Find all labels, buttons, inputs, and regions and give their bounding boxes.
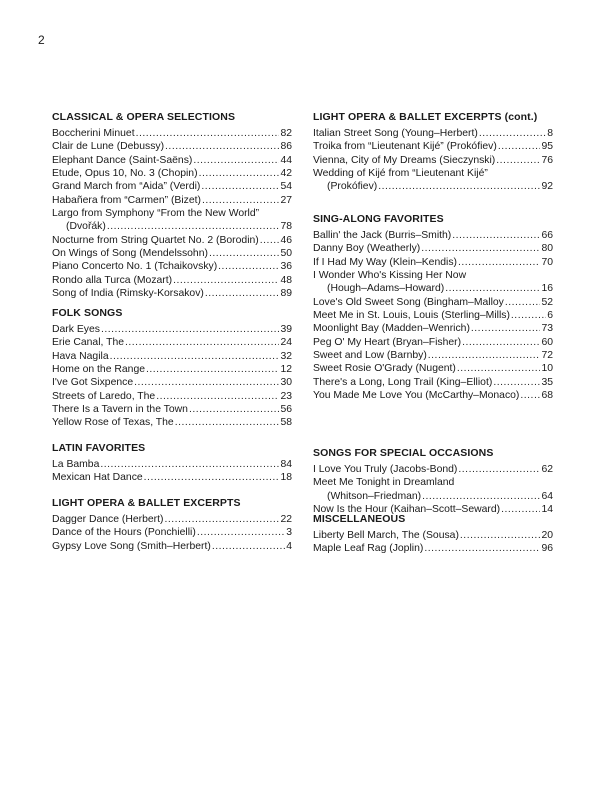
entry-page-number: 44 (280, 154, 292, 166)
entry-title: Dark Eyes (52, 324, 100, 335)
entry-title: Boccherini Minuet (52, 128, 135, 139)
entry-title: (Whitson–Friedman) (327, 490, 422, 502)
entry-page-number: 10 (541, 363, 553, 375)
entry-title: Vienna, City of My Dreams (Sieczynski) (313, 154, 496, 166)
dot-leader (428, 349, 541, 362)
toc-section (313, 213, 553, 402)
toc-entry[interactable] (52, 207, 292, 234)
toc-entry[interactable] (52, 363, 292, 376)
entry-title: Ballin' the Jack (Burris–Smith) (313, 230, 452, 241)
dot-leader (201, 180, 279, 193)
toc-entry[interactable] (52, 274, 292, 287)
dot-leader (479, 127, 546, 140)
entry-page-number: 70 (541, 256, 553, 268)
toc-entry[interactable] (313, 529, 553, 542)
toc-entry[interactable] (313, 269, 553, 296)
dot-leader (458, 256, 540, 269)
entry-title: Erie Canal, The (52, 337, 125, 349)
entry-page-number: 8 (547, 128, 553, 139)
entry-page-number: 36 (280, 261, 292, 273)
toc-entry[interactable] (313, 463, 553, 476)
entry-title: (Prokófiev) (327, 181, 378, 193)
entry-title: Yellow Rose of Texas, The (52, 417, 174, 429)
dot-leader (165, 140, 279, 153)
dot-leader (505, 296, 541, 309)
section-heading: CLASSICAL & OPERA SELECTIONS (52, 111, 236, 123)
entry-title: Nocturne from String Quartet No. 2 (Borodin) (52, 234, 259, 246)
toc-entry[interactable] (52, 140, 292, 153)
entry-title: There Is a Tavern in the Town (52, 404, 188, 416)
entry-page-number: 73 (541, 323, 553, 335)
toc-entry[interactable] (313, 389, 553, 402)
dot-leader (378, 180, 540, 193)
entry-page-number: 60 (541, 336, 553, 348)
toc-entry[interactable] (52, 471, 292, 484)
entry-page-number: 89 (280, 288, 292, 300)
entry-title: Sweet and Low (Barnby) (313, 350, 427, 362)
dot-leader (175, 416, 280, 429)
toc-entry[interactable] (52, 390, 292, 403)
entry-page-number: 78 (280, 221, 292, 233)
dot-leader (445, 282, 540, 295)
entry-page-number: 66 (541, 230, 553, 241)
toc-section (52, 307, 292, 430)
toc-entry[interactable] (313, 167, 553, 194)
toc-entry[interactable] (52, 336, 292, 349)
entry-title: Now Is the Hour (Kaihan–Scott–Seward) (313, 504, 501, 516)
toc-entry[interactable] (313, 322, 553, 335)
dot-leader (421, 242, 540, 255)
entry-title: There's a Long, Long Trail (King–Elliot) (313, 376, 493, 388)
dot-leader (202, 194, 279, 207)
dot-leader (205, 287, 280, 300)
entry-title: Meet Me Tonight in Dreamland (313, 477, 455, 489)
dot-leader (422, 490, 540, 503)
section-heading: LATIN FAVORITES (52, 442, 146, 454)
entry-title: Wedding of Kijé from “Lieutenant Kijé” (313, 168, 488, 180)
dot-leader (199, 167, 280, 180)
entry-page-number: 6 (547, 310, 553, 322)
entry-page-number: 50 (280, 248, 292, 260)
entry-page-number: 72 (541, 350, 553, 362)
dot-leader (193, 154, 279, 167)
section-heading: LIGHT OPERA & BALLET EXCERPTS (cont.) (313, 111, 538, 123)
entry-title: Hava Nagila (52, 350, 109, 362)
entry-title: Gypsy Love Song (Smith–Herbert) (52, 540, 211, 552)
dot-leader (100, 458, 279, 471)
entry-page-number: 86 (280, 141, 292, 153)
entry-page-number: 58 (280, 417, 292, 429)
entry-title: Largo from Symphony “From the New World” (52, 208, 260, 220)
dot-leader (457, 362, 541, 375)
entry-title: I Love You Truly (Jacobs-Bond) (313, 464, 458, 475)
entry-title: Troika from “Lieutenant Kijé” (Prokófiev) (313, 141, 497, 153)
entry-page-number: 23 (280, 390, 292, 402)
entry-page-number: 22 (280, 514, 292, 525)
section-heading: FOLK SONGS (52, 307, 123, 319)
entry-title: On Wings of Song (Mendelssohn) (52, 248, 208, 260)
entry-title: La Bamba (52, 459, 100, 470)
dot-leader (209, 247, 280, 260)
entry-title: Piano Concerto No. 1 (Tchaikovsky) (52, 261, 218, 273)
entry-page-number: 52 (541, 296, 553, 308)
entry-page-number: 24 (280, 337, 292, 349)
toc-entry[interactable] (52, 376, 292, 389)
entry-page-number: 32 (280, 350, 292, 362)
entry-title: Elephant Dance (Saint-Saëns) (52, 154, 193, 166)
page-number: 2 (38, 33, 45, 47)
dot-leader (197, 526, 285, 539)
dot-leader (136, 127, 280, 140)
entry-page-number: 12 (280, 364, 292, 376)
entry-page-number: 27 (280, 194, 292, 206)
entry-page-number: 18 (280, 472, 292, 484)
entry-title: Mexican Hat Dance (52, 472, 143, 484)
toc-entry[interactable] (52, 350, 292, 363)
toc-entry[interactable] (52, 458, 292, 471)
entry-title: You Made Me Love You (McCarthy–Monaco) (313, 390, 520, 402)
entry-page-number: 16 (541, 283, 553, 295)
toc-entry[interactable] (313, 376, 553, 389)
dot-leader (110, 350, 280, 363)
toc-entry[interactable] (52, 127, 292, 140)
entry-title: Meet Me in St. Louis, Louis (Sterling–Mills) (313, 310, 510, 322)
toc-section (52, 497, 292, 553)
entry-title: Moonlight Bay (Madden–Wenrich) (313, 323, 470, 335)
section-heading: SING-ALONG FAVORITES (313, 213, 444, 225)
entry-title: (Dvořák) (66, 221, 106, 233)
dot-leader (496, 154, 540, 167)
entry-page-number: 35 (541, 376, 553, 388)
entry-page-number: 4 (286, 540, 292, 552)
dot-leader (462, 336, 540, 349)
toc-entry[interactable] (52, 540, 292, 553)
toc-section (52, 442, 292, 485)
dot-leader (164, 513, 279, 526)
entry-page-number: 14 (541, 504, 553, 516)
dot-leader (471, 322, 541, 335)
dot-leader (107, 220, 280, 233)
toc-entry[interactable] (52, 234, 292, 247)
dot-leader (156, 390, 279, 403)
entry-page-number: 80 (541, 243, 553, 255)
entry-title: Dance of the Hours (Ponchielli) (52, 527, 196, 539)
dot-leader (493, 376, 540, 389)
toc-entry[interactable] (52, 154, 292, 167)
entry-page-number: 42 (280, 168, 292, 180)
entry-title: If I Had My Way (Klein–Kendis) (313, 256, 457, 268)
toc-entry[interactable] (52, 260, 292, 273)
toc-entry[interactable] (52, 513, 292, 526)
entry-title: Streets of Laredo, The (52, 390, 156, 402)
toc-entry[interactable] (52, 180, 292, 193)
toc-section (52, 111, 292, 300)
section-heading: LIGHT OPERA & BALLET EXCERPTS (52, 497, 241, 509)
toc-entry[interactable] (313, 140, 553, 153)
dot-leader (511, 309, 546, 322)
entry-title: Maple Leaf Rag (Joplin) (313, 543, 424, 555)
dot-leader (144, 471, 280, 484)
entry-page-number: 56 (280, 404, 292, 416)
dot-leader (260, 234, 280, 247)
dot-leader (125, 336, 279, 349)
entry-title: Italian Street Song (Young–Herbert) (313, 128, 478, 139)
entry-page-number: 39 (280, 324, 292, 335)
dot-leader (134, 376, 279, 389)
dot-leader (498, 140, 541, 153)
entry-title: Dagger Dance (Herbert) (52, 514, 164, 525)
toc-entry[interactable] (52, 287, 292, 300)
entry-page-number: 30 (280, 377, 292, 389)
dot-leader (520, 389, 540, 402)
section-heading: MISCELLANEOUS (313, 513, 406, 525)
dot-leader (460, 529, 541, 542)
entry-page-number: 84 (280, 459, 292, 470)
entry-page-number: 54 (280, 181, 292, 193)
toc-section (313, 513, 553, 556)
entry-title: Rondo alla Turca (Mozart) (52, 274, 173, 286)
entry-title: Liberty Bell March, The (Sousa) (313, 530, 459, 541)
dot-leader (424, 542, 540, 555)
entry-title: Habañera from “Carmen” (Bizet) (52, 194, 201, 206)
toc-entry[interactable] (313, 336, 553, 349)
entry-title: Song of India (Rimsky-Korsakov) (52, 288, 204, 300)
toc-entry[interactable] (313, 154, 553, 167)
entry-page-number: 76 (541, 154, 553, 166)
entry-title: Etude, Opus 10, No. 3 (Chopin) (52, 168, 198, 180)
toc-entry[interactable] (313, 127, 553, 140)
entry-title: Peg O' My Heart (Bryan–Fisher) (313, 336, 462, 348)
toc-entry[interactable] (313, 296, 553, 309)
entry-page-number: 96 (541, 543, 553, 555)
toc-section (313, 111, 553, 194)
toc-section (313, 447, 553, 516)
toc-entry[interactable] (313, 309, 553, 322)
toc-entry[interactable] (313, 229, 553, 242)
toc-entry[interactable] (313, 242, 553, 255)
dot-leader (189, 403, 280, 416)
entry-page-number: 48 (280, 274, 292, 286)
dot-leader (452, 229, 540, 242)
dot-leader (212, 540, 285, 553)
toc-entry[interactable] (313, 362, 553, 375)
toc-entry[interactable] (52, 416, 292, 429)
entry-page-number: 92 (541, 181, 553, 193)
entry-title: (Hough–Adams–Howard) (327, 283, 445, 295)
toc-entry[interactable] (52, 167, 292, 180)
entry-title: I've Got Sixpence (52, 377, 134, 389)
toc-entry[interactable] (52, 194, 292, 207)
entry-title: Home on the Range (52, 364, 145, 376)
dot-leader (173, 274, 279, 287)
dot-leader (458, 463, 540, 476)
toc-entry[interactable] (52, 323, 292, 336)
dot-leader (218, 260, 279, 273)
entry-title: Grand March from “Aida” (Verdi) (52, 181, 201, 193)
entry-page-number: 82 (280, 128, 292, 139)
toc-entry[interactable] (313, 256, 553, 269)
entry-page-number: 95 (541, 141, 553, 153)
entry-title: Love's Old Sweet Song (Bingham–Malloy (313, 296, 504, 308)
entry-page-number: 46 (280, 234, 292, 246)
toc-entry[interactable] (313, 542, 553, 555)
entry-page-number: 68 (541, 390, 553, 402)
section-heading: SONGS FOR SPECIAL OCCASIONS (313, 447, 494, 459)
entry-title: Clair de Lune (Debussy) (52, 141, 165, 153)
toc-entry[interactable] (313, 476, 553, 503)
toc-entry[interactable] (313, 349, 553, 362)
entry-title: Danny Boy (Weatherly) (313, 243, 421, 255)
entry-page-number: 20 (541, 530, 553, 541)
toc-entry[interactable] (52, 247, 292, 260)
entry-page-number: 3 (286, 527, 292, 539)
entry-page-number: 62 (541, 464, 553, 475)
dot-leader (101, 323, 280, 336)
toc-entry[interactable] (52, 403, 292, 416)
toc-entry[interactable] (52, 526, 292, 539)
dot-leader (146, 363, 279, 376)
entry-page-number: 64 (541, 490, 553, 502)
entry-title: Sweet Rosie O'Grady (Nugent) (313, 363, 456, 375)
entry-title: I Wonder Who's Kissing Her Now (313, 270, 467, 282)
